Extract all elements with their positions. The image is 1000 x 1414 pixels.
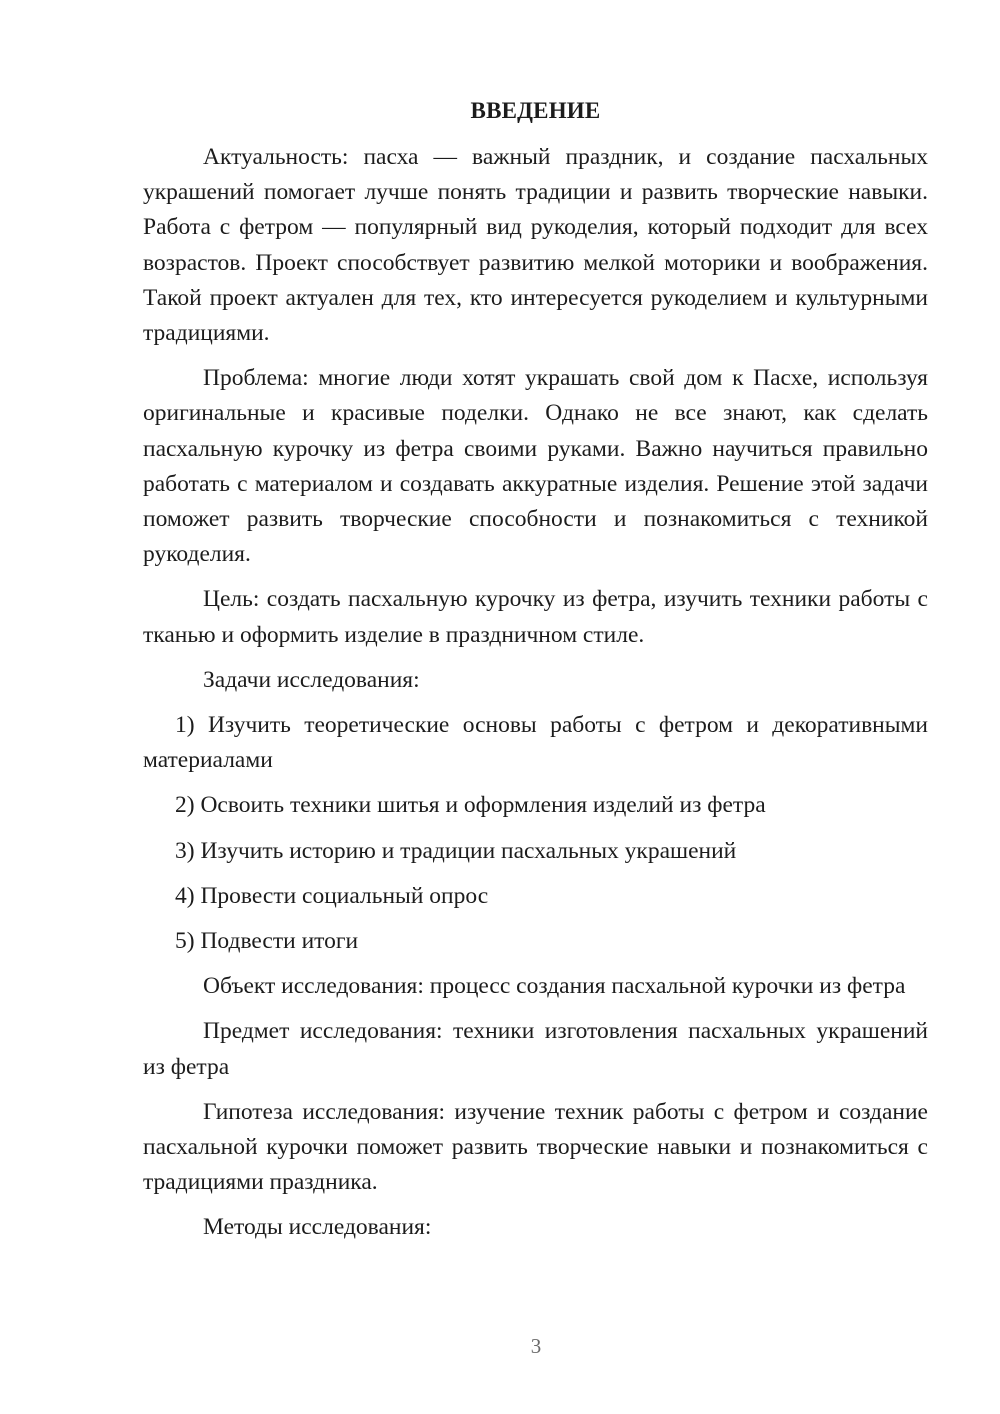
task-item-3: 3) Изучить историю и традиции пасхальных украшений (175, 837, 737, 864)
object-paragraph: Объект исследования: процесс создания пасхальной курочки из фетра (203, 973, 906, 1000)
subject-paragraph: Предмет исследования: техники изготовления пасхальных украшений из фетра (143, 1018, 928, 1080)
tasks-list (143, 708, 928, 959)
relevance-paragraph: Актуальность: пасха — важный праздник, и создание пасхальных украшений помогает лучше понять традиции и развить творческие навыки. Работа с фетром — популярный вид рукоделия, который подходит для всех возрастов. Проект способствует развитию мелкой моторики и воображения. Такой проект актуален для тех, кто интересуется рукоделием и культурными традициями. (143, 144, 928, 347)
task-item-5: 5) Подвести итоги (175, 928, 359, 955)
page-number: 3 (530, 1334, 542, 1358)
tasks-heading: Задачи исследования: (203, 666, 420, 693)
page-content (143, 94, 928, 1256)
methods-heading: Методы исследования: (203, 1214, 432, 1241)
hypothesis-paragraph: Гипотеза исследования: изучение техник работы с фетром и создание пасхальной курочки поможет развить творческие навыки и познакомиться с традициями праздника. (143, 1098, 928, 1196)
problem-paragraph: Проблема: многие люди хотят украшать свой дом к Пасхе, используя оригинальные и красивые поделки. Однако не все знают, как сделать пасхальную курочку из фетра своими руками. Важно научиться правильно работать с материалом и создавать аккуратные изделия. Решение этой задачи поможет развить творческие способности и познакомиться с техникой рукоделия. (143, 365, 928, 568)
section-title: ВВЕДЕНИЕ (470, 98, 601, 123)
task-item-2: 2) Освоить техники шитья и оформления изделий из фетра (175, 792, 766, 819)
task-item-4: 4) Провести социальный опрос (175, 882, 489, 909)
goal-paragraph: Цель: создать пасхальную курочку из фетра, изучить техники работы с тканью и оформить изделие в праздничном стиле. (143, 586, 928, 648)
task-item-1: 1) Изучить теоретические основы работы с фетром и декоративными материалами (143, 712, 928, 774)
